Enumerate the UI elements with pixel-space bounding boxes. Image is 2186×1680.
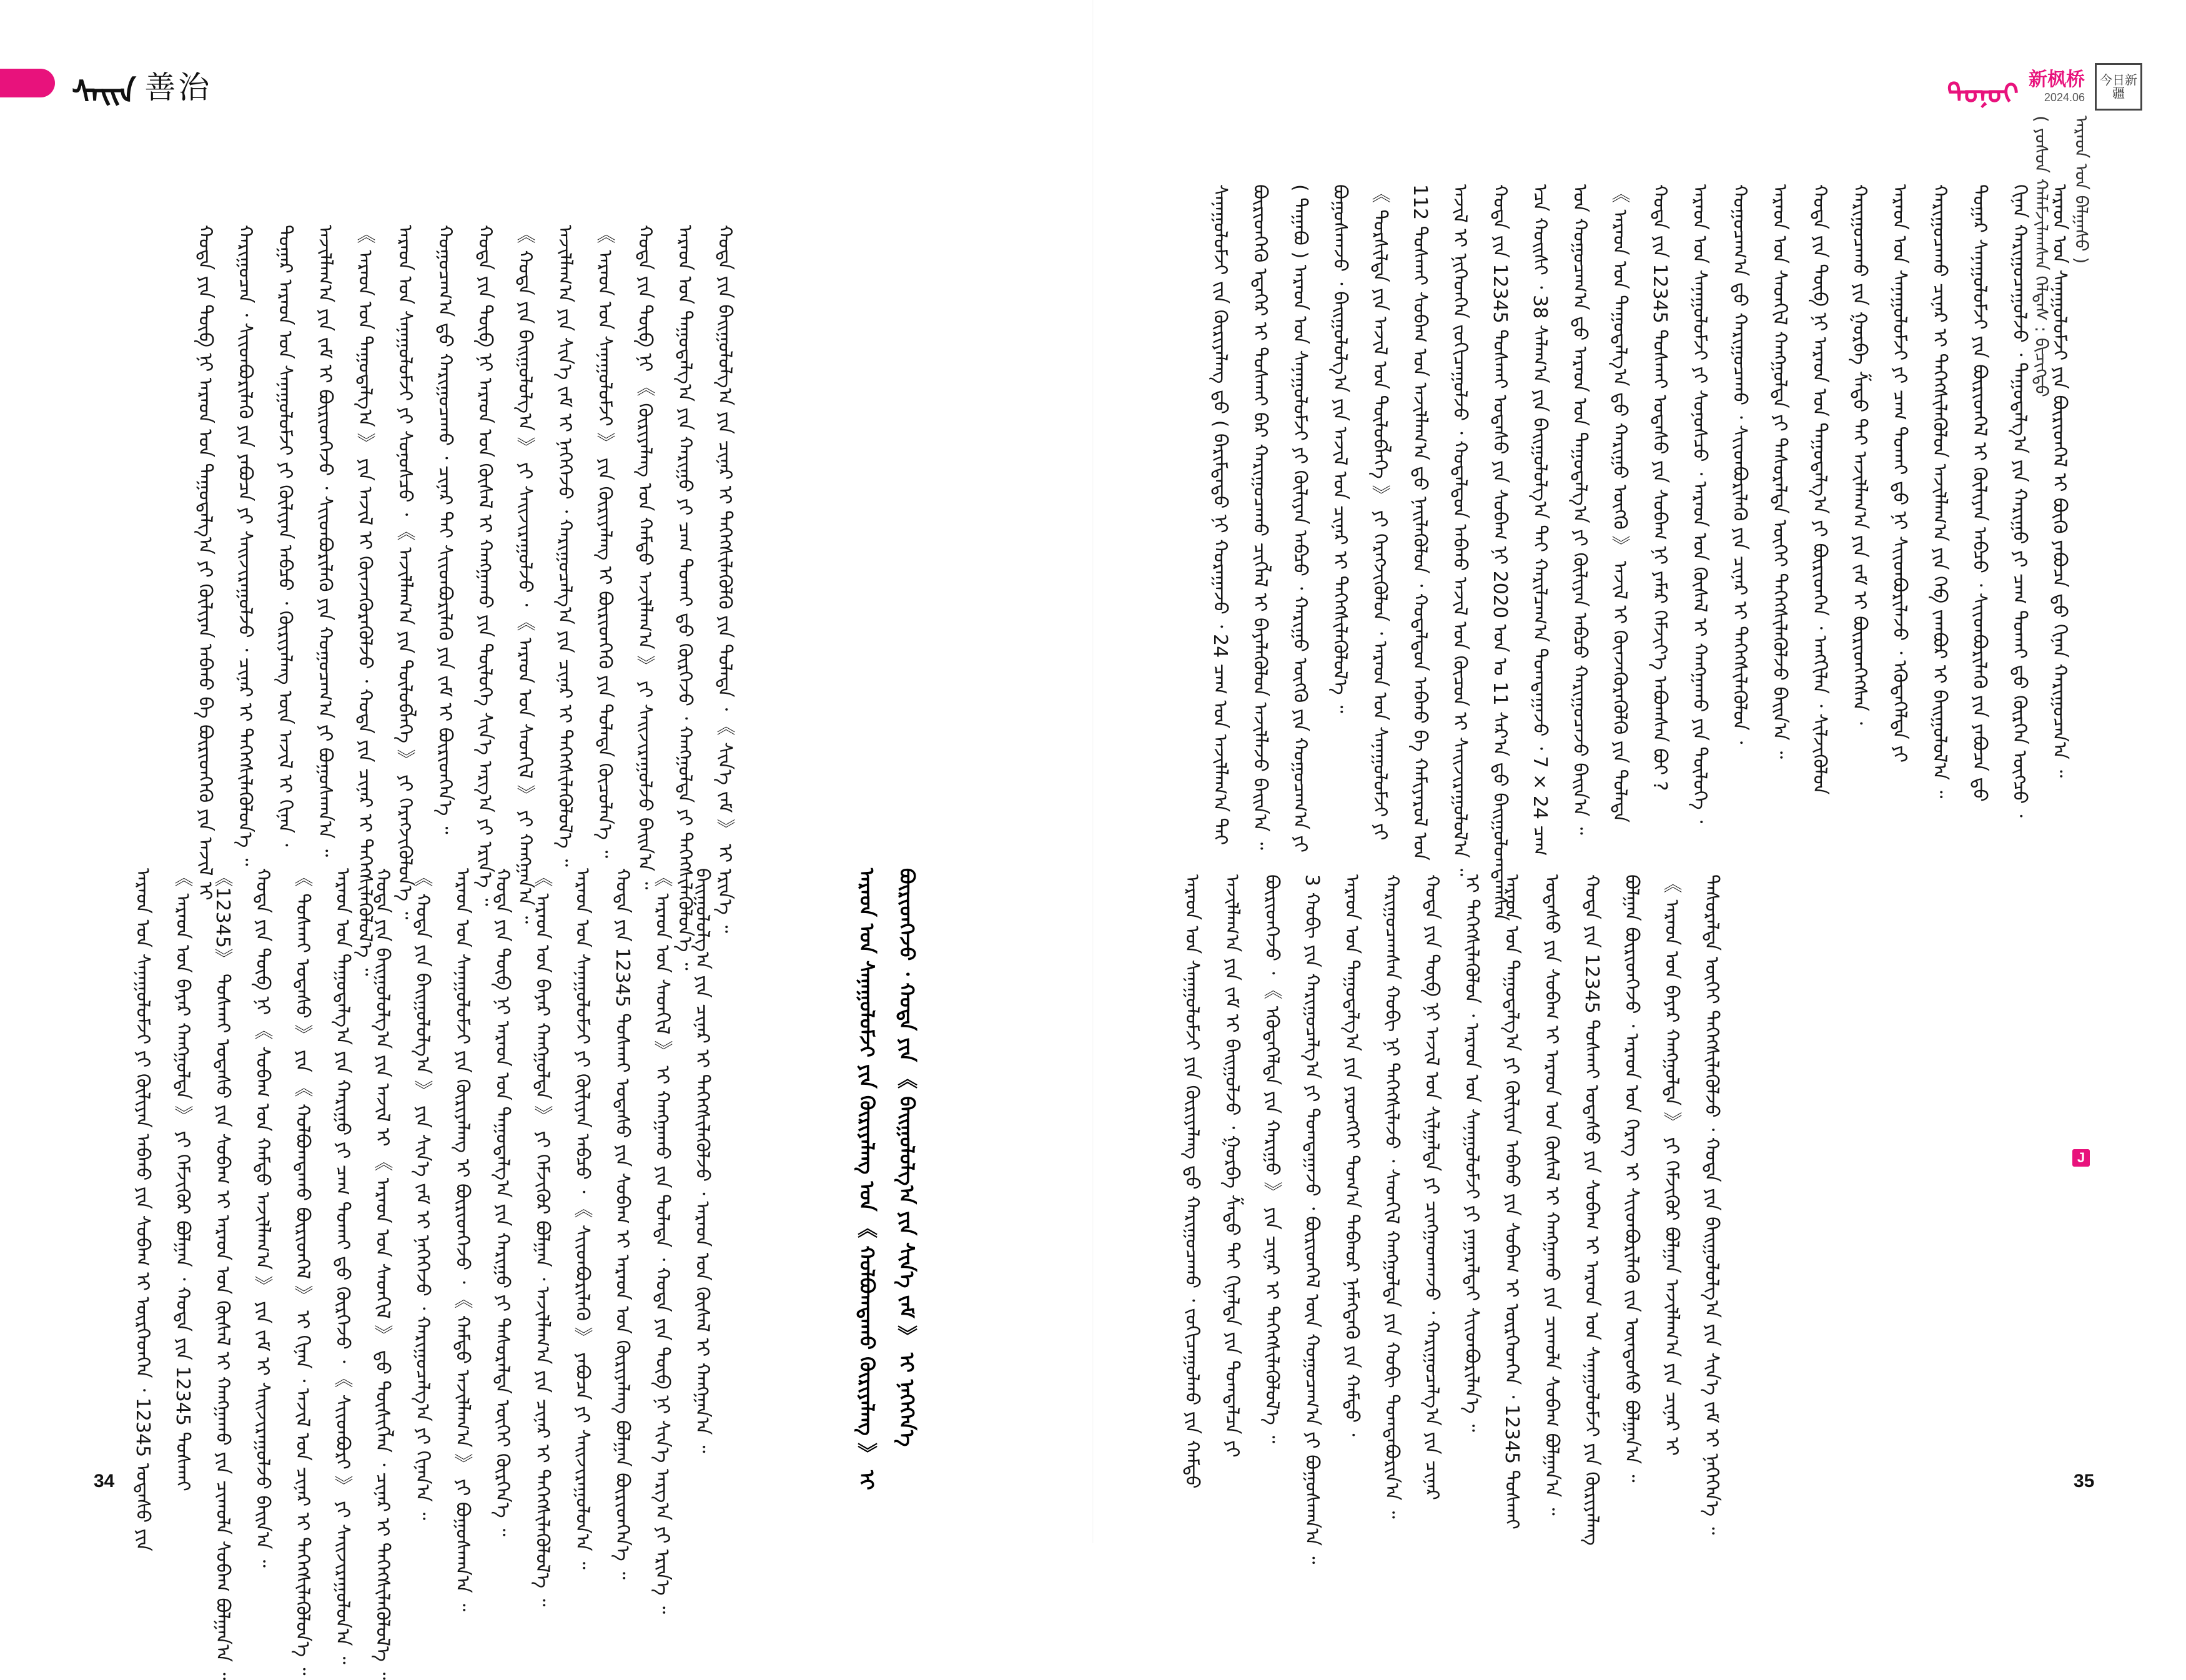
text-column: ᠬᠢᠨᠠᠨ ᠬᠠᠷᠢᠭᠤᠴᠠᠭᠤᠯᠵᠤ ᠂ ᠳᠠᠭᠤᠳᠠᠯᠭ᠎ᠠ ᠶᠢᠨ ᠬᠠᠷᠢᠭᠤ ᠶᠢ ᠴᠠᠭ ᠲᠤᠬᠠᠢ ᠳ᠋ᠤ ᠬᠦᠷᠭᠡᠨ ᠦᠭᠴᠦ ᠂ [2009,184,2030,818]
text-column: ( ᠲᠠᠭᠠᠪᠤ ) ᠠᠷᠠᠳ ᠤᠨ ᠰᠠᠨᠠᠭᠤᠯᠤᠮᠵᠢ ᠶᠢ ᠬᠦᠯᠢᠶᠡᠨ ᠠᠪᠴᠤ ᠂ ᠬᠠᠷᠢᠭᠤ ᠦᠭᠬᠦ ᠶᠢᠨ ᠬᠤᠭᠤᠴᠠᠭ᠎ᠠ ᠶᠢ [1289,184,1311,853]
issue-date: 2024.06 [2044,91,2085,104]
text-column: ᠠᠷᠠᠳ ᠤᠨ ᠰᠠᠨᠠᠭᠤᠯᠤᠮᠵᠢ ᠶᠢ ᠬᠦᠯᠢᠶᠡᠨ ᠠᠪᠬᠤ ᠶᠢᠨ ᠰᠤᠪᠠᠭ ᠢ ᠥᠷᠭᠡᠳᠬᠡᠨ ᠂ 12345 ᠤᠲᠠᠰᠤ ᠶᠢᠨ [132,868,154,1551]
text-column: ᠠᠵᠢᠯᠯᠠᠭ᠎ᠠ ᠶᠢᠨ ᠵᠠᠮ ᠢ ᠪᠠᠢᠭᠤᠯᠵᠤ ᠂ ᠭᠤᠷᠪᠠ ᠱᠠᠲᠤ ᠲᠠᠢ ᠬᠢᠨᠠᠯᠲᠠ ᠶᠢᠨ ᠲᠣᠭᠲᠠᠯᠴᠠ ᠶᠢ [1221,874,1243,1458]
left-page-top-text [194,225,1018,976]
text-column: ᠬᠠᠷᠢᠭᠤᠴᠠᠬᠤ ᠴᠢᠨᠠᠷ ᠢ ᠳᠡᠭᠡᠭᠰᠢᠯᠡᠭᠦᠯᠦᠨ ᠠᠵᠢᠯᠯᠠᠭ᠎ᠠ ᠶᠢᠨ ᠬᠡᠪ ᠵᠠᠭᠪᠤᠷ ᠢ ᠪᠠᠢᠭᠤᠯᠤᠯ᠎ᠠ ᠃ [1929,184,1951,799]
page-number-left: 34 [94,1471,115,1491]
right-page-top-text [1209,184,2070,921]
text-column: ᠬᠤᠲᠠ ᠶᠢᠨ 12345 ᠲᠤᠰᠬᠠᠢ ᠤᠲᠠᠰᠤ ᠶᠢᠨ ᠰᠤᠪᠠᠭ ᠢ ᠠᠷᠠᠳ ᠤᠨ ᠰᠠᠨᠠᠭᠤᠯᠤᠮᠵᠢ ᠶᠢᠨ ᠬᠦᠷᠢᠶᠡᠯᠡᠩ [1581,874,1603,1546]
text-column: ᠢ ᠳᠡᠭᠡᠭᠰᠢᠯᠡᠭᠦᠯᠦᠨ ᠂ ᠠᠷᠠᠳ ᠤᠨ ᠰᠠᠨᠠᠭᠤᠯᠤᠮᠵᠢ ᠶᠢ ᠶᠠᠭᠠᠷᠠᠯᠲᠠᠢ ᠰᠢᠢᠳᠪᠦᠷᠢᠯᠡᠨ᠎ᠡ ᠃ [1461,874,1483,1432]
magazine-title-block [2029,71,2085,103]
right-page-bottom-text [1180,874,2074,1564]
text-column: ᠬᠤᠲᠠ ᠶᠢᠨ 12345 ᠲᠤᠰᠬᠠᠢ ᠤᠲᠠᠰᠤ ᠶᠢᠨ ᠰᠤᠪᠠᠭ ᠨᠢ ᠶᠠᠮᠠᠷ ᠬᠡᠮᠵᠢᠶ᠎ᠡ ᠠᠪᠤᠭᠰᠠᠨ ᠪᠤᠢ ? [1649,184,1671,791]
text-column: ᠬᠤᠲᠠ ᠶᠢᠨ ᠲᠥᠪ ᠨᠢ ᠠᠷᠠᠳ ᠤᠨ ᠬᠦᠰᠡᠯ ᠢ ᠬᠠᠩᠭᠠᠬᠤ ᠶᠢᠨ ᠲᠥᠯᠥᠭᠡ ᠰᠢᠨ᠎ᠡ ᠠᠷᠭ᠎ᠠ ᠶᠢ ᠡᠷᠢᠨ᠎ᠡ ᠃ [474,225,496,906]
text-column: ᠠᠷᠠᠳ ᠤᠨ ᠰᠠᠨᠠᠭᠤᠯᠤᠮᠵᠢ ᠶᠢ ᠰᠣᠨᠤᠰᠴᠤ ᠂ 《 ᠠᠵᠢᠯᠯᠠᠭ᠎ᠠ ᠶᠢᠨ ᠲᠦᠯᠦᠪᠯᠡᠭᠡ 》 ᠶᠢ ᠬᠡᠷᠡᠭᠵᠢᠭᠦᠯᠦᠨ᠎ᠡ ᠃ [394,225,416,920]
right-running-header [1947,62,2142,111]
text-column: 《 ᠠᠷᠠᠳ ᠤᠨ ᠳᠠᠭᠤᠳᠠᠯᠭ᠎ᠠ ᠳ᠋ᠤ ᠬᠠᠷᠢᠭᠤ ᠦᠭᠬᠦ 》 ᠠᠵᠢᠯ ᠢ ᠭᠦᠨᠵᠡᠭᠦᠷᠡᠭᠦᠯᠬᠦ ᠶᠢᠨ ᠲᠤᠯᠠᠳᠠ [1609,184,1631,823]
caption-line: ᠠᠷᠠᠳ ᠤᠨ ᠪᠠᠯᠭᠠᠰᠤ ) [2071,116,2092,264]
subheading-column: ᠠᠷᠠᠳ ᠤᠨ ᠰᠠᠨᠠᠭᠤᠯᠤᠮᠵᠢ ᠶᠢᠨ ᠬᠦᠷᠢᠶᠡᠯᠡᠩ ᠤᠨ 《 ᠬᠤᠯᠪᠤᠭᠳᠠᠬᠤ ᠬᠦᠷᠢᠶᠡᠯᠡᠩ 》 ᠢ [855,868,879,1490]
text-column: 《 ᠬᠤᠲᠠ ᠶᠢᠨ ᠪᠠᠢᠭᠤᠯᠤᠯᠭ᠎ᠠ 》 ᠶᠢᠨ ᠰᠢᠨ᠎ᠡ ᠵᠠᠮ ᠢ ᠨᠡᠭᠡᠭᠡᠵᠦ ᠂ ᠬᠠᠷᠢᠭᠤᠴᠠᠯᠭ᠎ᠠ ᠶᠢ ᠬᠢᠨᠠᠨ᠎ᠠ ᠃ [412,868,433,1520]
text-column: ᠠᠷᠠᠳ ᠤᠨ ᠳᠠᠭᠤᠳᠠᠯᠭ᠎ᠠ ᠶᠢ ᠬᠦᠯᠢᠶᠡᠨ ᠠᠪᠬᠤ ᠶᠢᠨ ᠰᠤᠪᠠᠭ ᠢ ᠥᠷᠭᠡᠳᠬᠡᠨ ᠂ 12345 ᠲᠤᠰᠬᠠᠢ [1501,874,1523,1529]
text-column: ᠠᠷᠠᠳ ᠤᠨ ᠳᠠᠭᠤᠳᠠᠯᠭ᠎ᠠ ᠶᠢᠨ ᠶᠡᠷᠦᠩᠬᠡᠢ ᠲᠣᠭ᠎ᠠ ᠳᠠᠪᠬᠤᠷ ᠨᠡᠮᠡᠭᠳᠡᠬᠦ ᠶᠢᠨ ᠬᠠᠮᠲᠤ ᠂ [1341,874,1363,1436]
text-column: ᠬᠤᠲᠠ ᠶᠢᠨ ᠲᠥᠪ ᠨᠢ 《 ᠰᠤᠪᠠᠭ ᠤᠨ ᠬᠠᠮᠲᠤ ᠠᠵᠢᠯᠯᠠᠭ᠎ᠠ 》 ᠶᠢᠨ ᠵᠠᠮ ᠢ ᠰᠠᠢᠵᠢᠷᠠᠭᠤᠯᠵᠤ ᠪᠠᠢᠨ᠎ᠠ ᠃ [252,868,274,1568]
text-column: ᠬᠤᠲᠠ ᠶᠢᠨ ᠲᠥᠪ ᠨᠢ ᠠᠷᠠᠳ ᠤᠨ ᠳᠠᠭᠤᠳᠠᠯᠭ᠎ᠠ ᠶᠢ ᠪᠦᠷᠢᠳᠬᠡᠨ ᠂ ᠠᠩᠭᠢᠯᠠᠨ ᠂ ᠰᠢᠯᠵᠢᠭᠦᠯᠦᠨ [1809,184,1831,795]
text-column: ᠠᠷᠠᠳ ᠤᠨ ᠰᠠᠨᠠᠭᠤᠯᠤᠮᠵᠢ ᠶᠢ ᠴᠠᠭ ᠲᠤᠬᠠᠢ ᠳ᠋ᠤ ᠨᠢ ᠰᠢᠢᠳᠪᠦᠷᠢᠯᠡᠵᠦ ᠂ ᠡᠭᠦᠳᠡᠭᠡᠯᠲᠡ ᠶᠢ [1889,184,1911,763]
text-column: 《 ᠠᠷᠠᠳ ᠤᠨ ᠰᠠᠨᠠᠭᠤᠯᠤᠮᠵᠢ 》 ᠶᠢᠨ ᠬᠦᠷᠢᠶᠡᠯᠡᠩ ᠢ ᠪᠦᠷᠢᠳᠬᠡᠬᠦ ᠶᠢᠨ ᠲᠤᠯᠠᠳᠠ ᠬᠦᠴᠦᠯᠡᠨ᠎ᠡ ᠃ [594,225,616,859]
text-column: ᠬᠤᠭᠤᠴᠠᠭ᠎ᠠ ᠳ᠋ᠤ ᠬᠠᠷᠢᠭᠤᠴᠠᠬᠤ ᠂ ᠰᠢᠢᠳᠪᠦᠷᠢᠯᠡᠬᠦ ᠶᠢᠨ ᠴᠢᠨᠠᠷ ᠢ ᠳᠡᠭᠡᠭᠰᠢᠯᠡᠭᠦᠯᠦᠨ ᠂ [1729,184,1751,744]
text-column: 《 ᠲᠤᠰᠬᠠᠢ ᠤᠲᠠᠰᠤ 》 ᠶᠢᠨ 《 ᠬᠤᠯᠪᠤᠭᠳᠠᠬᠤ ᠪᠦᠷᠢᠳᠬᠡᠯ 》 ᠢ ᠬᠢᠨᠠᠨ ᠂ ᠠᠵᠢᠯ ᠤᠨ ᠴᠢᠨᠠᠷ ᠢ ᠳᠡᠭᠡᠭᠰᠢᠯᠡᠭᠦᠯᠦᠨ᠎ᠡ ᠃ [292,868,314,1676]
text-column: 《 ᠠᠷᠠᠳ ᠤᠨ ᠪᠠᠶᠠᠷ ᠬᠠᠩᠭᠤᠯᠲᠠ 》 ᠶᠢ ᠬᠡᠮᠵᠢᠭᠦᠷ ᠪᠣᠯᠭᠠᠨ ᠂ ᠬᠤᠲᠠ ᠶᠢᠨ 12345 ᠲᠤᠰᠬᠠᠢ [172,868,194,1491]
text-column: ᠪᠤᠭᠤᠰᠬᠠᠵᠤ ᠂ ᠪᠠᠢᠭᠤᠯᠤᠯᠭ᠎ᠠ ᠶᠢᠨ ᠠᠵᠢᠯ ᠤᠨ ᠴᠢᠨᠠᠷ ᠢ ᠳᠡᠭᠡᠭᠰᠢᠯᠡᠭᠦᠯᠦᠯ᠎ᠡ ᠃ [1329,184,1351,713]
page-gutter [1092,0,1094,1543]
text-column: ᠬᠠᠷᠢᠭᠤᠴᠠᠬᠤ ᠶᠢᠨ ᠭᠤᠷᠪᠠ ᠱᠠᠲᠤ ᠲᠠᠢ ᠠᠵᠢᠯᠯᠠᠭ᠎ᠠ ᠶᠢᠨ ᠵᠠᠮ ᠢ ᠪᠦᠷᠢᠳᠬᠡᠭᠰᠡᠨ ᠂ [1849,184,1871,725]
text-column: ᠬᠤᠲᠠ ᠶᠢᠨ ᠲᠥᠪ ᠨᠢ ᠠᠷᠠᠳ ᠤᠨ ᠳᠠᠭᠤᠳᠠᠯᠭ᠎ᠠ ᠶᠢᠨ ᠬᠠᠷᠢᠭᠤ ᠶᠢ ᠲᠠᠰᠤᠷᠠᠯᠲᠠ ᠦᠭᠡᠢ ᠬᠦᠷᠭᠡᠨ᠎ᠡ ᠃ [492,868,513,1536]
text-column: ᠤᠨ ᠬᠤᠭᠤᠴᠠᠭ᠎ᠠ ᠳ᠋ᠤ ᠠᠷᠠᠳ ᠤᠨ ᠳᠠᠭᠤᠳᠠᠯᠭ᠎ᠠ ᠶᠢ ᠬᠦᠯᠢᠶᠡᠨ ᠠᠪᠴᠤ ᠬᠠᠷᠢᠭᠤᠴᠠᠵᠤ ᠪᠠᠢᠨ᠎ᠠ ᠃ [1569,184,1591,835]
text-column: 112 ᠲᠤᠰᠬᠠᠢ ᠰᠤᠪᠠᠭ ᠤᠨ ᠠᠵᠢᠯᠯᠠᠭ᠎ᠠ ᠳ᠋ᠤ ᠨᠡᠢᠯᠡᠭᠦᠯᠦᠨ ᠂ ᠬᠤᠳᠠᠯᠳᠤᠨ ᠠᠪᠬᠤ ᠪᠠ ᠬᠠᠮᠢᠶᠠᠷᠤᠯ ᠤᠨ [1409,184,1431,861]
text-column: ᠠᠵᠢᠯᠯᠠᠭ᠎ᠠ ᠶᠢᠨ ᠵᠠᠮ ᠢ ᠪᠦᠷᠢᠳᠬᠡᠵᠦ ᠂ ᠰᠢᠢᠳᠪᠦᠷᠢᠯᠡᠬᠦ ᠶᠢᠨ ᠬᠤᠭᠤᠴᠠᠭ᠎ᠠ ᠶᠢ ᠪᠤᠭᠤᠰᠬᠠᠨ᠎ᠠ ᠃ [314,225,336,857]
text-column: 《12345》 ᠲᠤᠰᠬᠠᠢ ᠤᠲᠠᠰᠤ ᠶᠢᠨ ᠰᠤᠪᠠᠭ ᠢ ᠠᠷᠠᠳ ᠤᠨ ᠬᠦᠰᠡᠯ ᠢ ᠬᠠᠩᠭᠠᠬᠤ ᠶᠢᠨ ᠴᠢᠬᠤᠯᠠ ᠰᠤᠪᠠᠭ ᠪᠣᠯᠭᠠᠨ᠎ᠠ ᠃ [212,868,234,1680]
text-column: ᠬᠠᠷᠢᠭᠤᠴᠠᠨ ᠂ ᠰᠢᠢᠳᠪᠦᠷᠢᠯᠡᠬᠦ ᠶᠢᠨ ᠶᠠᠪᠤᠴᠠ ᠶᠢ ᠰᠠᠢᠵᠢᠷᠠᠭᠤᠯᠵᠤ ᠂ ᠴᠢᠨᠠᠷ ᠢ ᠳᠡᠭᠡᠭᠰᠢᠯᠡᠭᠦᠯᠦᠨ᠎ᠡ ᠃ [234,225,256,866]
text-column: ᠬᠤᠲᠠ ᠶᠢᠨ ᠲᠥᠪ ᠨᠢ ᠠᠷᠠᠳ ᠤᠨ ᠳᠠᠭᠤᠳᠠᠯᠭ᠎ᠠ ᠶᠢ ᠬᠦᠯᠢᠶᠡᠨ ᠠᠪᠬᠤ ᠪᠠ ᠪᠦᠷᠢᠳᠬᠡᠬᠦ ᠶᠢᠨ ᠠᠵᠢᠯ ᠢ [194,225,216,901]
text-column: ᠬᠤᠲᠠ ᠶᠢᠨ ᠲᠥᠪ ᠨᠢ 《 ᠬᠦᠷᠢᠶᠡᠯᠡᠩ ᠤᠨ ᠬᠠᠮᠲᠤ ᠠᠵᠢᠯᠯᠠᠭ᠎ᠠ 》 ᠶᠢ ᠰᠠᠢᠵᠢᠷᠠᠭᠤᠯᠵᠤ ᠪᠠᠢᠨ᠎ᠠ ᠃ [634,225,656,890]
text-column: ᠲᠠᠰᠤᠷᠠᠯᠲᠠ ᠦᠭᠡᠢ ᠳᠡᠭᠡᠭᠰᠢᠯᠡᠭᠦᠯᠵᠦ ᠂ ᠬᠤᠲᠠ ᠶᠢᠨ ᠪᠠᠢᠭᠤᠯᠤᠯᠭ᠎ᠠ ᠶᠢᠨ ᠰᠢᠨ᠎ᠡ ᠵᠠᠮ ᠢ ᠨᠡᠭᠡᠭᠡᠨ᠎ᠡ ᠃ [1701,874,1723,1535]
text-column: 《 ᠠᠷᠠᠳ ᠤᠨ ᠰᠡᠳᠬᠢᠯ 》 ᠢ ᠬᠠᠩᠭᠠᠬᠤ ᠶᠢᠨ ᠲᠤᠯᠠᠳᠠ ᠂ ᠬᠤᠲᠠ ᠶᠢᠨ ᠲᠥᠪ ᠨᠢ ᠰᠢᠨ᠎ᠡ ᠠᠷᠭ᠎ᠠ ᠶᠢ ᠡᠷᠢᠨ᠎ᠡ ᠃ [651,868,673,1614]
text-column: ᠠᠷᠠᠳ ᠤᠨ ᠰᠠᠨᠠᠭᠤᠯᠤᠮᠵᠢ ᠶᠢ ᠰᠣᠨᠤᠰᠴᠤ ᠂ ᠠᠷᠠᠳ ᠤᠨ ᠬᠦᠰᠡᠯ ᠢ ᠬᠠᠩᠭᠠᠬᠤ ᠶᠢᠨ ᠲᠥᠯᠥᠭᠡ ᠂ [1689,184,1711,824]
text-column: ᠳᠤᠭᠠᠷ ᠠᠷᠠᠳ ᠤᠨ ᠰᠠᠨᠠᠭᠤᠯᠤᠮᠵᠢ ᠶᠢ ᠬᠦᠯᠢᠶᠡᠨ ᠠᠪᠴᠤ ᠂ ᠬᠦᠷᠢᠶᠡᠯᠡᠩ ᠦᠨ ᠠᠵᠢᠯ ᠢ ᠬᠢᠨᠠᠨ ᠂ [274,225,296,847]
text-column: ᠠᠷᠠᠳ ᠤᠨ ᠰᠠᠨᠠᠭᠤᠯᠤᠮᠵᠢ ᠶᠢᠨ ᠬᠦᠷᠢᠶᠡᠯᠡᠩ ᠢ ᠪᠦᠷᠢᠳᠬᠡᠵᠦ ᠂ 《 ᠬᠠᠮᠲᠤ ᠠᠵᠢᠯᠯᠠᠭ᠎ᠠ 》 ᠶᠢ ᠪᠤᠭᠤᠰᠬᠠᠨ᠎ᠠ ᠃ [452,868,473,1612]
text-column: ᠬᠤᠲᠠ ᠶᠢᠨ 12345 ᠲᠤᠰᠬᠠᠢ ᠤᠲᠠᠰᠤ ᠶᠢᠨ ᠰᠤᠪᠠᠭ ᠨᠢ 2020 ᠤᠨ ᠤ 11 ᠰᠠᠷ᠎ᠠ ᠳ᠋ᠤ ᠪᠠᠢᠭᠤᠯᠤᠭᠳᠠᠭᠰᠠᠨ [1489,184,1511,921]
text-column: ᠪᠣᠯᠭᠠᠨ ᠪᠦᠷᠢᠳᠬᠡᠵᠦ ᠂ ᠠᠷᠠᠳ ᠤᠨ ᠬᠡᠷᠡᠭ ᠢ ᠰᠢᠢᠳᠪᠦᠷᠢᠯᠡᠬᠦ ᠵᠢᠨ ᠦᠨᠳᠦᠰᠦ ᠪᠣᠯᠭᠠᠨ᠎ᠠ ᠃ [1621,874,1643,1483]
text-column: ᠡᠴᠡ ᠬᠤᠢᠰᠢ ᠂ 38 ᠰᠠᠯᠠᠭ᠎ᠠ ᠶᠢᠨ ᠪᠠᠢᠭᠤᠯᠤᠯᠭ᠎ᠠ ᠲᠠᠢ ᠬᠠᠷᠢᠯᠴᠠᠭ᠎ᠠ ᠲᠣᠭᠲᠠᠭᠠᠵᠤ ᠂ 7 × 24 ᠴᠠᠭ [1529,184,1551,856]
page-number-right: 35 [2074,1471,2095,1491]
text-column: ᠪᠦᠷᠢᠳᠬᠡᠬᠦ ᠡᠳᠡᠭᠡᠷ ᠢ ᠲᠤᠰᠬᠠᠢ ᠪᠡᠷ ᠬᠠᠷᠢᠭᠤᠴᠠᠬᠤ ᠴᠢᠭᠯᠡᠯ ᠢ ᠪᠡᠶᠡᠯᠡᠭᠦᠯᠦᠨ ᠠᠵᠢᠯᠯᠠᠵᠤ ᠪᠠᠢᠨ᠎ᠠ ᠃ [1249,184,1271,850]
text-column: 3 ᠬᠤᠪᠢ ᠶᠢᠨ ᠬᠠᠷᠢᠭᠤᠴᠠᠯᠭ᠎ᠠ ᠶᠢ ᠲᠣᠭᠲᠠᠭᠠᠵᠤ ᠂ ᠪᠦᠷᠢᠳᠬᠡᠯ ᠦᠨ ᠬᠤᠭᠤᠴᠠᠭ᠎ᠠ ᠶᠢ ᠪᠤᠭᠤᠰᠬᠠᠨ᠎ᠠ ᠃ [1301,874,1323,1564]
text-column: ᠠᠵᠢᠯ ᠢ ᠨᠢᠭᠡᠳᠬᠡᠨ ᠵᠣᠬᠢᠴᠠᠭᠤᠯᠵᠤ ᠂ ᠬᠤᠳᠠᠯᠳᠤᠨ ᠠᠪᠬᠤ ᠠᠵᠢᠯ ᠤᠨ ᠬᠦᠴᠦᠨ ᠢ ᠰᠠᠢᠵᠢᠷᠠᠭᠤᠯᠤᠯ᠎ᠠ ᠃ [1449,184,1471,876]
text-column: ᠠᠷᠠᠳ ᠤᠨ ᠰᠠᠨᠠᠭᠤᠯᠤᠮᠵᠢ ᠶᠢᠨ ᠪᠦᠷᠢᠳᠬᠡᠯ ᠢ ᠪᠦᠬᠦ ᠶᠠᠪᠤᠴᠠ ᠳ᠋ᠤ ᠬᠢᠨᠠᠨ ᠬᠠᠷᠢᠭᠤᠴᠠᠨ᠎ᠠ ᠃ [2049,184,2070,778]
text-column: 《 ᠠᠷᠠᠳ ᠤᠨ ᠪᠠᠶᠠᠷ ᠬᠠᠩᠭᠤᠯᠲᠠ 》 ᠶᠢ ᠬᠡᠮᠵᠢᠭᠦᠷ ᠪᠣᠯᠭᠠᠨ ᠠᠵᠢᠯᠯᠠᠭ᠎ᠠ ᠶᠢᠨ ᠴᠢᠨᠠᠷ ᠢ [1661,874,1683,1456]
text-column: ᠤᠲᠠᠰᠤ ᠶᠢᠨ ᠰᠤᠪᠠᠭ ᠢ ᠠᠷᠠᠳ ᠤᠨ ᠬᠦᠰᠡᠯ ᠢ ᠬᠠᠩᠭᠠᠬᠤ ᠶᠢᠨ ᠴᠢᠬᠤᠯᠠ ᠰᠤᠪᠠᠭ ᠪᠣᠯᠭᠠᠨ᠎ᠠ ᠃ [1541,874,1563,1516]
text-column: ᠠᠷᠠᠳ ᠤᠨ ᠳᠠᠭᠤᠳᠠᠯᠭ᠎ᠠ ᠶᠢᠨ ᠬᠠᠷᠢᠭᠤ ᠶᠢ ᠴᠠᠭ ᠲᠤᠬᠠᠢ ᠳ᠋ᠤ ᠬᠦᠷᠭᠡᠵᠦ ᠂ ᠬᠠᠩᠭᠤᠯᠲᠠ ᠶᠢ ᠳᠡᠭᠡᠭᠰᠢᠯᠡᠭᠦᠯᠦᠨ᠎ᠡ ᠃ [674,225,696,971]
left-running-header [72,60,212,110]
left-page-bottom-text [131,868,843,1680]
text-column: 《 ᠠᠷᠠᠳ ᠤᠨ ᠳᠠᠭᠤᠳᠠᠯᠭ᠎ᠠ 》 ᠶᠢᠨ ᠠᠵᠢᠯ ᠢ ᠭᠦᠨᠵᠡᠭᠦᠷᠡᠭᠦᠯᠵᠦ ᠂ ᠬᠤᠲᠠ ᠶᠢᠨ ᠴᠢᠨᠠᠷ ᠢ ᠳᠡᠭᠡᠭᠰᠢᠯᠡᠭᠦᠯᠦᠯ᠎ᠡ ᠃ [354,225,376,976]
text-column: ᠬᠠᠷᠢᠭᠤᠴᠠᠭᠰᠠᠨ ᠬᠤᠪᠢ ᠨᠢ ᠳᠡᠭᠡᠭᠰᠢᠯᠡᠵᠦ ᠂ ᠰᠡᠳᠬᠢᠯ ᠬᠠᠩᠭᠤᠯᠲᠠ ᠶᠢᠨ ᠬᠤᠪᠢ ᠲᠣᠭᠲᠠᠪᠤᠷᠢᠨ᠎ᠠ ᠃ [1381,874,1403,1519]
text-column: ᠪᠠᠢᠭᠤᠯᠤᠯᠭ᠎ᠠ ᠶᠢᠨ ᠴᠢᠨᠠᠷ ᠢ ᠳᠡᠭᠡᠭᠰᠢᠯᠡᠭᠦᠯᠵᠦ ᠂ ᠠᠷᠠᠳ ᠤᠨ ᠬᠦᠰᠡᠯ ᠢ ᠬᠠᠩᠭᠠᠨ᠎ᠠ ᠃ [691,868,713,1453]
mongolian-magazine-title: ᠳᠤᠨᠤᠢ [1947,77,2019,110]
text-column: 《 ᠠᠷᠠᠳ ᠤᠨ ᠪᠠᠶᠠᠷ ᠬᠠᠩᠭᠤᠯᠲᠠ 》 ᠶᠢ ᠬᠡᠮᠵᠢᠭᠦᠷ ᠪᠣᠯᠭᠠᠨ ᠂ ᠠᠵᠢᠯᠯᠠᠭ᠎ᠠ ᠶᠢᠨ ᠴᠢᠨᠠᠷ ᠢ ᠳᠡᠭᠡᠭᠰᠢᠯᠡᠭᠦᠯᠦᠯ᠎ᠡ ᠃ [532,868,553,1607]
text-column: ᠠᠷᠠᠳ ᠤᠨ ᠳᠠᠭᠤᠳᠠᠯᠭ᠎ᠠ ᠶᠢᠨ ᠬᠠᠷᠢᠭᠤ ᠶᠢ ᠴᠠᠭ ᠲᠤᠬᠠᠢ ᠳ᠋ᠤ ᠬᠦᠷᠭᠡᠵᠦ ᠂ 《 ᠰᠢᠢᠳᠪᠦᠷᠢ 》 ᠶᠢ ᠰᠠᠢᠵᠢᠷᠠᠭᠤᠯᠤᠨ᠎ᠠ ᠃ [332,868,354,1664]
caption-line: ( ᠶᠣᠰᠣᠨ ᠬᠠᠯᠠᠮᠵᠢᠯᠠᠭᠰᠠᠨ ᠬᠡᠯᠳᠡᠰ : ᠪᠢᠴᠢᠭ᠌ᠳᠦ [2031,116,2052,397]
text-column: ᠪᠦᠷᠢᠳᠬᠡᠵᠦ ᠂ 《 ᠡᠭᠦᠳᠡᠭᠡᠯᠲᠡ ᠶᠢᠨ ᠬᠠᠷᠢᠭᠤ 》 ᠶᠢᠨ ᠴᠢᠨᠠᠷ ᠢ ᠳᠡᠭᠡᠭᠰᠢᠯᠡᠭᠦᠯᠦᠯ᠎ᠡ ᠃ [1261,874,1283,1443]
text-column: ᠬᠤᠲᠠ ᠶᠢᠨ ᠪᠠᠢᠭᠤᠯᠤᠯᠭ᠎ᠠ ᠶᠢᠨ ᠴᠢᠨᠠᠷ ᠢ ᠳᠡᠭᠡᠭᠰᠢᠯᠡᠭᠦᠯᠬᠦ ᠶᠢᠨ ᠲᠤᠯᠠᠳᠠ ᠂ 《 ᠰᠢᠨ᠎ᠡ ᠵᠠᠮ 》 ᠢ ᠡᠷᠢᠨ᠎ᠡ ᠃ [714,225,736,933]
text-column: ᠬᠤᠲᠠ ᠶᠢᠨ ᠪᠠᠢᠭᠤᠯᠤᠯᠭ᠎ᠠ ᠶᠢᠨ ᠠᠵᠢᠯ ᠢ 《 ᠠᠷᠠᠳ ᠤᠨ ᠰᠡᠳᠬᠢᠯ 》 ᠳ᠋ᠤ ᠲᠦᠰᠢᠭᠯᠡᠨ ᠂ ᠴᠢᠨᠠᠷ ᠢ ᠳᠡᠭᠡᠭᠰᠢᠯᠡᠭᠦᠯᠦᠯ᠎ᠡ ᠃ [372,868,393,1680]
text-column: ᠠᠵᠢᠯᠯᠠᠭ᠎ᠠ ᠶᠢᠨ ᠰᠢᠨ᠎ᠡ ᠵᠠᠮ ᠢ ᠨᠡᠭᠡᠭᠡᠵᠦ ᠂ ᠬᠠᠷᠢᠭᠤᠴᠠᠯᠭ᠎ᠠ ᠶᠢᠨ ᠴᠢᠨᠠᠷ ᠢ ᠳᠡᠭᠡᠭᠰᠢᠯᠡᠭᠦᠯᠦᠯ᠎ᠡ ᠃ [554,225,576,867]
publisher-badge-icon: 今日新疆 [2095,63,2142,111]
text-column: ᠰᠠᠨᠠᠭᠤᠯᠤᠮᠵᠢ ᠵᠢᠨ ᠬᠦᠷᠢᠶᠡᠯᠡᠩ ᠳ᠋ᠤ ( ᠪᠠᠷᠢᠮᠲᠠᠳᠤ ᠨᠢ ᠬᠤᠷᠠᠭᠠᠵᠤ ᠂ 24 ᠴᠠᠭ ᠤᠨ ᠠᠵᠢᠯᠯᠠᠭ᠎ᠠ ᠲᠠᠢ [1209,184,1231,846]
subheading-column: ᠪᠦᠷᠢᠳᠬᠡᠵᠦ ᠂ ᠬᠤᠲᠠ ᠶᠢᠨ 《 ᠪᠠᠢᠭᠤᠯᠤᠯᠭ᠎ᠠ ᠶᠢᠨ ᠰᠢᠨ᠎ᠡ ᠵᠠᠮ 》 ᠢ ᠨᠡᠭᠡᠭᠡᠨ᠎ᠡ [895,868,919,1447]
text-column: ᠬᠤᠲᠠ ᠶᠢᠨ ᠲᠥᠪ ᠨᠢ ᠠᠵᠢᠯ ᠤᠨ ᠰᠢᠯᠭᠠᠯᠲᠠ ᠶᠢ ᠴᠢᠩᠭᠠᠳᠬᠠᠵᠤ ᠂ ᠬᠠᠷᠢᠭᠤᠴᠠᠯᠭ᠎ᠠ ᠶᠢᠨ ᠴᠢᠨᠠᠷ [1421,874,1443,1500]
text-column: ᠠᠷᠠᠳ ᠤᠨ ᠰᠠᠨᠠᠭᠤᠯᠤᠮᠵᠢ ᠶᠢ ᠬᠦᠯᠢᠶᠡᠨ ᠠᠪᠴᠤ ᠂ 《 ᠰᠢᠢᠳᠪᠦᠷᠢᠯᠡᠬᠦ 》 ᠶᠠᠪᠤᠴᠠ ᠶᠢ ᠰᠠᠢᠵᠢᠷᠠᠭᠤᠯᠤᠨ᠎ᠠ ᠃ [571,868,593,1569]
mongolian-section-title: ᠰᠠᠢᠨ [72,74,136,111]
section-end-marker: J [2072,1149,2090,1167]
text-column: 《 ᠲᠤᠷᠰᠢᠯᠲᠠ ᠶᠢᠨ ᠠᠵᠢᠯ ᠤᠨ ᠲᠦᠯᠦᠪᠯᠡᠭᠡ 》 ᠶᠢ ᠬᠡᠷᠡᠭᠵᠢᠭᠦᠯᠦᠨ ᠂ ᠠᠷᠠᠳ ᠤᠨ ᠰᠠᠨᠠᠭᠤᠯᠤᠮᠵᠢ ᠶᠢ [1369,184,1391,841]
left-page-subheading [855,868,937,1490]
section-tab-marker [0,69,55,97]
text-column: 《 ᠬᠤᠲᠠ ᠶᠢᠨ ᠪᠠᠢᠭᠤᠯᠤᠯᠭ᠎ᠠ 》 ᠶᠢ ᠰᠠᠢᠵᠢᠷᠠᠭᠤᠯᠵᠤ ᠂ 《 ᠠᠷᠠᠳ ᠤᠨ ᠰᠡᠳᠬᠢᠯ 》 ᠶᠢ ᠬᠠᠩᠭᠠᠨ᠎ᠠ ᠃ [514,225,536,924]
text-column: ᠠᠷᠠᠳ ᠤᠨ ᠰᠡᠳᠬᠢᠯ ᠬᠠᠩᠭᠤᠯᠲᠠ ᠶᠢ ᠲᠠᠰᠤᠷᠠᠯᠲᠠ ᠦᠭᠡᠢ ᠳᠡᠭᠡᠭᠰᠢᠯᠡᠭᠦᠯᠵᠦ ᠪᠠᠢᠨ᠎ᠠ ᠃ [1769,184,1791,759]
magazine-name: 新枫桥 [2029,69,2085,90]
section-title: 善治 [144,69,212,106]
text-column: ᠳᠤᠭᠠᠷ ᠰᠠᠨᠠᠭᠤᠯᠤᠮᠵᠢ ᠶᠢᠨ ᠪᠦᠷᠢᠳᠬᠡᠯ ᠢ ᠬᠦᠯᠢᠶᠡᠨ ᠠᠪᠴᠤ ᠂ ᠰᠢᠢᠳᠪᠦᠷᠢᠯᠡᠬᠦ ᠶᠢᠨ ᠶᠠᠪᠤᠴᠠ ᠳ᠋ᠤ [1969,184,1991,802]
text-column: ᠬᠤᠲᠠ ᠶᠢᠨ 12345 ᠲᠤᠰᠬᠠᠢ ᠤᠲᠠᠰᠤ ᠶᠢᠨ ᠰᠤᠪᠠᠭ ᠢ ᠠᠷᠠᠳ ᠤᠨ ᠬᠦᠷᠢᠶᠡᠯᠡᠩ ᠪᠣᠯᠭᠠᠨ ᠪᠦᠷᠢᠳᠬᠡᠨ᠎ᠡ ᠃ [611,868,633,1580]
text-column: ᠬᠤᠭᠤᠴᠠᠭ᠎ᠠ ᠳ᠋ᠤ ᠬᠠᠷᠢᠭᠤᠴᠠᠬᠤ ᠂ ᠴᠢᠨᠠᠷ ᠲᠠᠢ ᠰᠢᠢᠳᠪᠦᠷᠢᠯᠡᠬᠦ ᠶᠢᠨ ᠵᠠᠮ ᠢ ᠪᠦᠷᠢᠳᠬᠡᠨ᠎ᠡ ᠃ [434,225,456,834]
text-column: ᠠᠷᠠᠳ ᠤᠨ ᠰᠠᠨᠠᠭᠤᠯᠤᠮᠵᠢ ᠶᠢᠨ ᠬᠦᠷᠢᠶᠡᠯᠡᠩ ᠳ᠋ᠤ ᠬᠠᠷᠢᠭᠤᠴᠠᠬᠤ ᠂ ᠵᠣᠬᠢᠴᠠᠭᠤᠯᠬᠤ ᠶᠢᠨ ᠬᠠᠮᠲᠤ [1181,874,1203,1489]
